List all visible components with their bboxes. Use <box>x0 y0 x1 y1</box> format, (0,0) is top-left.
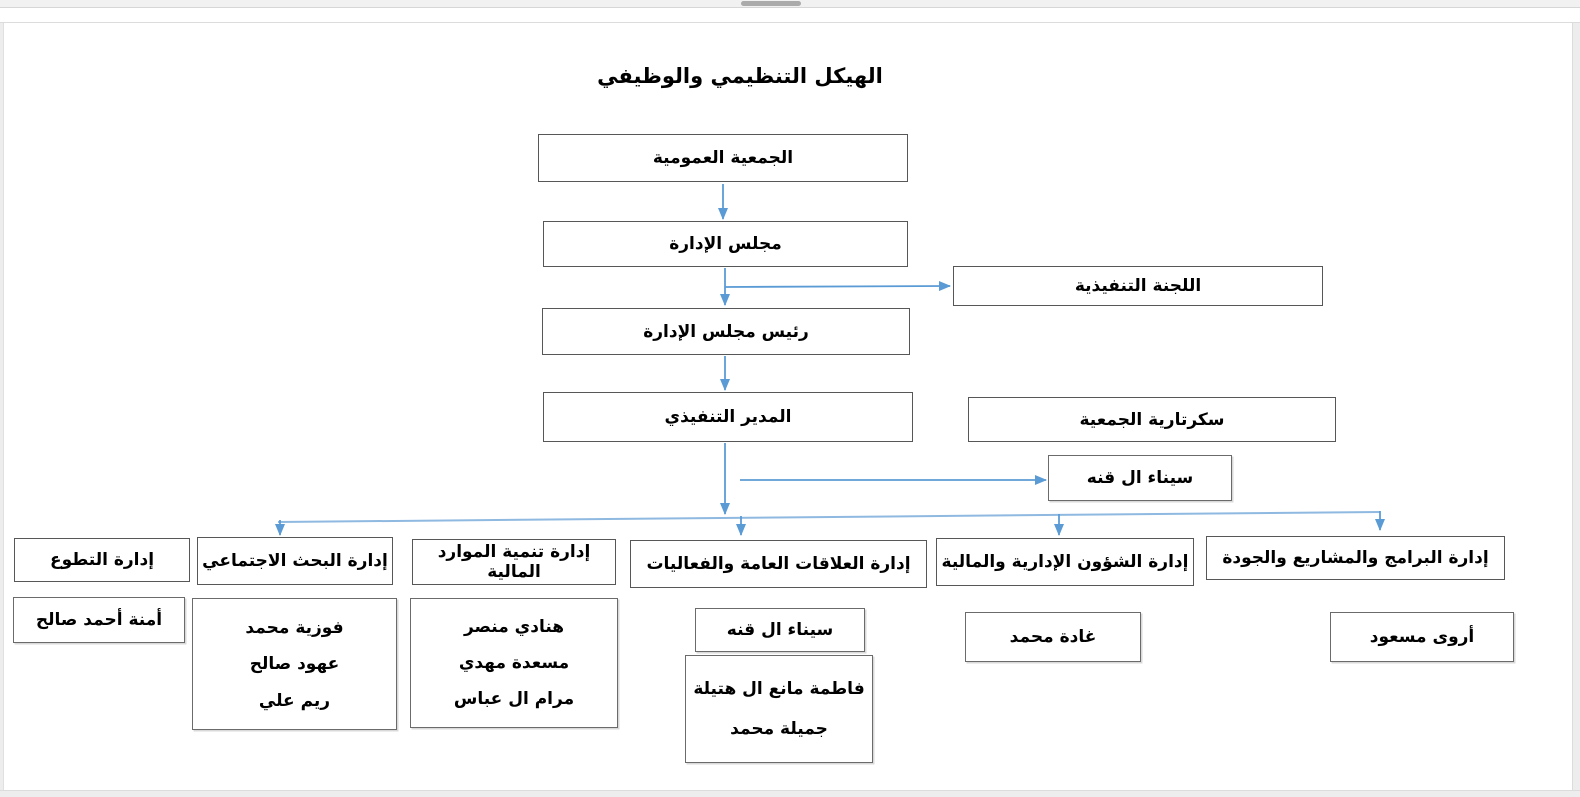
staff-name: مرام ال عباس <box>453 689 575 709</box>
staff-admin-financial-affairs <box>965 612 1141 662</box>
dept-volunteering <box>14 538 190 582</box>
chart-title: الهيكل التنظيمي والوظيفي <box>597 64 883 88</box>
node-label: رئيس مجلس الإدارة <box>643 321 809 342</box>
dept-label: إدارة التطوع <box>49 550 155 570</box>
staff-social-research <box>192 598 397 730</box>
node-executive-committee <box>953 266 1323 306</box>
staff-public-relations <box>685 655 873 763</box>
dept-programs-projects-quality <box>1206 536 1505 580</box>
staff-name: فاطمة مانع ال هتيلة <box>693 678 865 699</box>
dept-social-research <box>197 537 393 585</box>
page-right-gutter <box>1572 23 1580 796</box>
node-board-chairman <box>542 308 910 355</box>
staff-name: سيناء ال قنه <box>1086 468 1194 488</box>
dept-label: إدارة الشؤون الإدارية والمالية <box>941 552 1189 572</box>
node-label: اللجنة التنفيذية <box>1074 276 1202 296</box>
staff-name: فوزية محمد <box>245 617 344 638</box>
staff-financial-resources <box>410 598 618 728</box>
staff-name: مسعدة مهدي <box>458 653 570 673</box>
node-executive-director <box>543 392 913 442</box>
dept-financial-resources <box>412 539 616 585</box>
staff-name: جميلة محمد <box>730 719 828 740</box>
dept-admin-financial-affairs <box>936 538 1194 586</box>
staff-name: ريم علي <box>258 690 331 711</box>
staff-name: غادة محمد <box>1009 627 1097 647</box>
node-general-assembly <box>538 134 908 182</box>
node-label: المدير التنفيذي <box>664 407 792 427</box>
dept-label: إدارة البحث الاجتماعي <box>202 551 388 571</box>
staff-name: أروى مسعود <box>1369 627 1475 647</box>
staff-name: أمنة أحمد صالح <box>35 610 163 630</box>
dept-label: إدارة العلاقات العامة والفعاليات <box>646 554 911 574</box>
node-label: سكرتارية الجمعية <box>1079 409 1225 430</box>
page-left-gutter <box>0 23 4 796</box>
dept-label: إدارة البرامج والمشاريع والجودة <box>1222 548 1489 568</box>
node-board-of-directors <box>543 221 908 267</box>
node-association-secretariat <box>968 397 1336 442</box>
staff-public-relations-lead <box>695 608 865 652</box>
page-top-border <box>0 22 1580 23</box>
node-secretariat-staff <box>1048 455 1232 501</box>
dept-label: إدارة تنمية الموارد المالية <box>437 542 591 582</box>
staff-volunteering <box>13 597 185 643</box>
dept-public-relations <box>630 540 927 588</box>
staff-programs-projects-quality <box>1330 612 1514 662</box>
staff-name: هنادي منصر <box>463 617 565 637</box>
node-label: الجمعية العمومية <box>652 148 794 168</box>
node-label: مجلس الإدارة <box>669 234 782 254</box>
staff-name: عهود صالح <box>249 654 340 674</box>
staff-name: سيناء ال قنه <box>726 620 834 640</box>
scrollbar-handle[interactable] <box>741 1 801 6</box>
